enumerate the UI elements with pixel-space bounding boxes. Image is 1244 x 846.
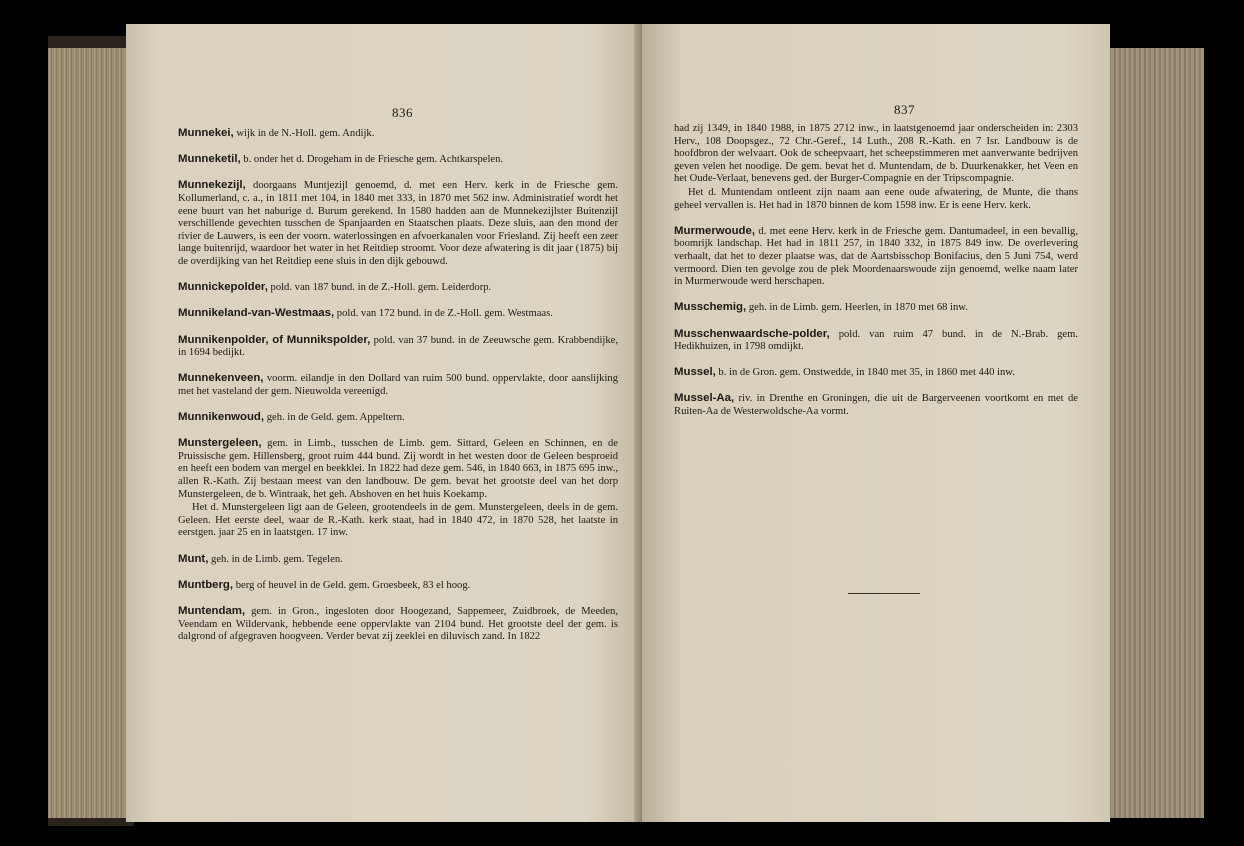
entry-text: pold. van 187 bund. in de Z.-Holl. gem. Leiderdorp. <box>267 282 492 294</box>
entry-headword: Munnekenveen, <box>178 372 264 385</box>
entry-headword: Munt, <box>178 552 209 565</box>
page-number: 837 <box>894 102 915 117</box>
entry-headword: Munnikenwoud, <box>178 411 265 424</box>
entry <box>674 392 1078 418</box>
entry-continuation <box>674 186 1078 212</box>
entry <box>178 127 618 141</box>
end-rule <box>848 593 920 594</box>
entry <box>178 553 618 567</box>
entry-headword: Muntendam, <box>178 604 246 617</box>
entry-headword: Mussel-Aa, <box>674 392 735 405</box>
entry-text: doorgaans Muntjezijl genoemd, d. met een Herv. kerk in de Friesche gem. Kollumerland, c. a., in 1811 met 104, in 1840 met 333, in 1870 met 562 inw. Administratief wordt het eene buurt van het naburige d. Burum gerekend. In 1580 hadden aan de Munnekezijlster Buitenzijl verschillende gevechten tusschen de Spanjaarden en Staatschen plaats. Deze sluis, aan den mond der rivier de Lauwers, is een der voorn. waterlossingen en afvoerkanalen voor Friesland. Zij heeft een zeer lange buitenrijd, waardoor het water in het Reitdiep stroomt. Voor deze afwatering is dit jaar (1875) bij de overdijking van het Reitdiep eene sluis in den dijk gebouwd. <box>178 180 618 267</box>
entry-text: geh. in de Limb. gem. Tegelen. <box>208 553 343 565</box>
entry-headword: Murmerwoude, <box>674 224 756 237</box>
entry <box>674 328 1078 354</box>
entry <box>178 153 618 167</box>
entry-text: gem. in Gron., ingesloten door Hoogezand, Sappemeer, Zuidbroek, de Meeden, Veendam en Wildervank, hebbende eene oppervlakte van 2104 bund. Het grootste deel der gem. is dalgrond of afgegraven hoogveen. Verder bevat zij zeeklei en diluvisch zand. In 1822 <box>178 605 618 643</box>
entry <box>178 605 618 644</box>
entry-headword: Munstergeleen, <box>178 437 262 450</box>
entry-text: voorm. eilandje in den Dollard van ruim 500 bund. oppervlakte, door aanslijking met het vasteland der gem. Nieuwolda vereenigd. <box>178 373 618 397</box>
page-edges-left <box>48 48 128 818</box>
entry-text: geh. in de Geld. gem. Appeltern. <box>264 412 405 424</box>
left-page <box>126 24 642 822</box>
entry-text: b. onder het d. Drogeham in de Friesche gem. Achtkarspelen. <box>240 154 504 166</box>
entry-continuation <box>178 501 618 540</box>
entry-text: pold. van ruim 47 bund. in de N.-Brab. gem. Hedikhuizen, in 1798 omdijkt. <box>674 328 1078 353</box>
entry-text: b. in de Gron. gem. Onstwedde, in 1840 met 35, in 1860 met 440 inw. <box>715 367 1015 379</box>
entry <box>178 179 618 268</box>
entry-text: d. met eene Herv. kerk in de Friesche gem. Dantumadeel, in een bevallig, boomrijk landschap. Het had in 1811 257, in 1840 332, in 1875 849 inw. De overlevering verhaalt, dat het to dezer plaatse was, dat de Aartsbisschop Bonifacius, den 5 Juni 754, werd vermoord. Dien ten gevolge zou de plek Moordenaarswoude zijn genoemd, welke naam later in Murmerwoude werd herschapen. <box>674 225 1078 288</box>
entry-text: had zij 1349, in 1840 1988, in 1875 2712 inw., in laatstgenoemd jaar onderscheiden in: 2303 Herv., 108 Doopsgez., 72 Chr.-Geref., 14 Luth., 208 R.-Kath. en 7 Isr. Landbouw is de hoofdbron der welvaart. Ook de scheepvaart, het scheepstimmeren met aanverwante bedrijven geven velen het noodige. De gem. bevat het d. Muntendam, de b. Duurkenakker, het Veen en het Oude-Verlaat, benevens ged. der Burger-Compagnie en der Tripscompagnie. <box>674 123 1078 185</box>
open-book <box>48 18 1204 828</box>
text-column <box>674 122 1078 431</box>
page-edges-right <box>1108 48 1204 818</box>
entry <box>178 579 618 593</box>
entry-text: pold. van 37 bund. in de Zeeuwsche gem. Krabbendijke, in 1694 bedijkt. <box>178 334 618 359</box>
entry-text: riv. in Drenthe en Groningen, die uit de Bargerveenen voortkomt en met de Ruiten-Aa de Westerwoldsche-Aa vormt. <box>674 393 1078 418</box>
entry-headword: Musschenwaardsche-polder, <box>674 327 830 340</box>
entry-headword: Munnickepolder, <box>178 281 268 294</box>
entry-text: pold. van 172 bund. in de Z.-Holl. gem. Westmaas. <box>334 308 553 320</box>
entry-headword: Munnikenpolder, of Munnikspolder, <box>178 333 371 346</box>
right-page <box>642 24 1110 822</box>
entry-text: Het d. Munstergeleen ligt aan de Geleen, grootendeels in de gem. Munstergeleen, deels in de gem. Geleen. Het eerste deel, waar de R.-Kath. kerk staat, had in 1840 472, in 1870 528, het laatste in eerstgen. jaar 25 en in laatstgen. 17 inw. <box>178 502 618 539</box>
entry <box>674 225 1078 289</box>
entry-headword: Munnekei, <box>178 127 234 139</box>
entry-text: wijk in de N.-Holl. gem. Andijk. <box>233 128 375 139</box>
entry-text: Het d. Muntendam ontleent zijn naam aan eene oude afwatering, de Munte, die thans geheel vervallen is. Het had in 1870 binnen de kom 1598 inw. Er is eene Herv. kerk. <box>674 186 1078 211</box>
entry <box>178 281 618 295</box>
entry <box>178 437 618 501</box>
entry <box>178 372 618 398</box>
entry <box>178 334 618 360</box>
entry <box>674 366 1078 380</box>
entry-text: gem. in Limb., tusschen de Limb. gem. Sittard, Geleen en Schinnen, en de Pruissische gem. Hillensberg, groot ruim 444 bund. Zij wordt in het westen door de Geleen besproeid en heeft een bodem van mergel en beekklei. In 1822 had deze gem. 546, in 1840 663, in 1875 695 inw., allen R.-Kath. Zij bestaan meest van den landbouw. De gem. bevat het grootste deel van het dorp Munstergeleen, de b. Wintraak, het geh. Abshoven en het huis Koekamp. <box>178 438 618 500</box>
entry-text: berg of heuvel in de Geld. gem. Groesbeek, 83 el hoog. <box>233 579 471 591</box>
entry-headword: Mussel, <box>674 366 716 379</box>
entry <box>178 411 618 425</box>
text-column <box>178 127 618 656</box>
entry-headword: Munnikeland-van-Westmaas, <box>178 307 335 320</box>
entry-headword: Musschemig, <box>674 301 747 314</box>
entry <box>178 307 618 321</box>
entry-headword: Munnekezijl, <box>178 179 246 192</box>
page-number: 836 <box>392 105 413 120</box>
entry-headword: Muntberg, <box>178 578 234 591</box>
entry <box>674 301 1078 315</box>
entry <box>674 122 1078 186</box>
entry-text: geh. in de Limb. gem. Heerlen, in 1870 met 68 inw. <box>746 302 968 314</box>
entry-headword: Munneketil, <box>178 153 241 166</box>
